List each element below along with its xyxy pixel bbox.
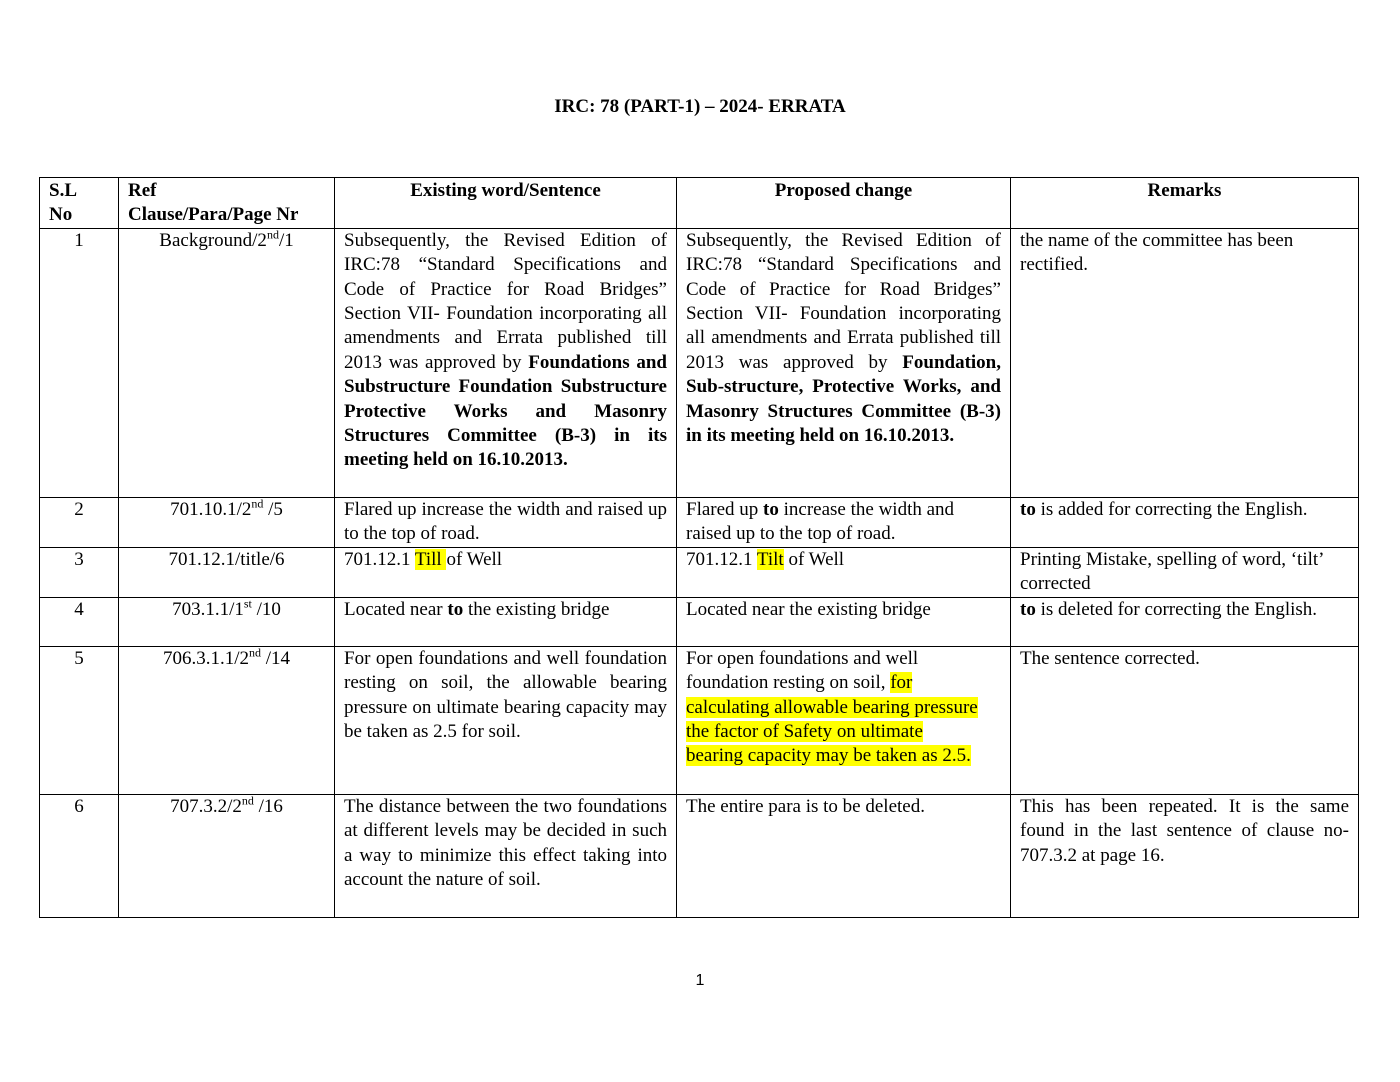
cell-sl-no: 5 bbox=[40, 646, 119, 794]
cell-proposed: For open foundations and well foundation resting on soil, for calculating allowable bearing pressure the factor of Safety on ultimate bearing capacity may be taken as 2.5. bbox=[677, 646, 1011, 794]
cell-sl-no: 2 bbox=[40, 497, 119, 547]
cell-proposed: Subsequently, the Revised Edition of IRC:78 “Standard Specifications and Code of Practice for Road Bridges” Section VII- Foundation incorporating all amendments and Errata published till 2013 was approved by Foundation, Sub-structure, Protective Works, and Masonry Structures Committee (B-3) in its meeting held on 16.10.2013. bbox=[677, 228, 1011, 497]
cell-remarks: This has been repeated. It is the same found in the last sentence of clause no-707.3.2 at page 16. bbox=[1011, 794, 1359, 917]
highlight: Till bbox=[414, 548, 447, 570]
cell-sl-no: 3 bbox=[40, 547, 119, 597]
cell-proposed: The entire para is to be deleted. bbox=[677, 794, 1011, 917]
page-number: 1 bbox=[695, 972, 705, 989]
table-header-row bbox=[40, 178, 1359, 229]
cell-ref: 706.3.1.1/2nd /14 bbox=[119, 646, 335, 794]
cell-ref: 703.1.1/1st /10 bbox=[119, 597, 335, 646]
header-ref: Ref Clause/Para/Page Nr bbox=[119, 178, 335, 229]
cell-existing: 701.12.1 Till of Well bbox=[335, 547, 677, 597]
header-remarks: Remarks bbox=[1011, 178, 1359, 229]
cell-remarks: Printing Mistake, spelling of word, ‘tilt’ corrected bbox=[1011, 547, 1359, 597]
table-row bbox=[40, 228, 1359, 497]
cell-existing: Located near to the existing bridge bbox=[335, 597, 677, 646]
errata-table bbox=[39, 177, 1359, 918]
table-row bbox=[40, 794, 1359, 917]
cell-proposed: 701.12.1 Tilt of Well bbox=[677, 547, 1011, 597]
cell-ref: 707.3.2/2nd /16 bbox=[119, 794, 335, 917]
cell-ref: 701.12.1/title/6 bbox=[119, 547, 335, 597]
cell-remarks: the name of the committee has been rectified. bbox=[1011, 228, 1359, 497]
table-row bbox=[40, 547, 1359, 597]
table-row bbox=[40, 646, 1359, 794]
table-row bbox=[40, 497, 1359, 547]
cell-proposed: Flared up to increase the width and raised up to the top of road. bbox=[677, 497, 1011, 547]
cell-sl-no: 1 bbox=[40, 228, 119, 497]
cell-sl-no: 6 bbox=[40, 794, 119, 917]
document-title: IRC: 78 (PART-1) – 2024- ERRATA bbox=[554, 96, 846, 117]
cell-remarks: The sentence corrected. bbox=[1011, 646, 1359, 794]
cell-proposed: Located near the existing bridge bbox=[677, 597, 1011, 646]
highlight: for calculating allowable bearing pressure the factor of Safety on ultimate bearing capacity may be taken as 2.5. bbox=[686, 672, 978, 767]
cell-existing: For open foundations and well foundation resting on soil, the allowable bearing pressure on ultimate bearing capacity may be taken as 2.5 for soil. bbox=[335, 646, 677, 794]
cell-sl-no: 4 bbox=[40, 597, 119, 646]
cell-existing: Flared up increase the width and raised up to the top of road. bbox=[335, 497, 677, 547]
header-proposed: Proposed change bbox=[677, 178, 1011, 229]
table-row bbox=[40, 597, 1359, 646]
cell-ref: Background/2nd/1 bbox=[119, 228, 335, 497]
cell-remarks: to is deleted for correcting the English. bbox=[1011, 597, 1359, 646]
cell-existing: Subsequently, the Revised Edition of IRC:78 “Standard Specifications and Code of Practice for Road Bridges” Section VII- Foundation incorporating all amendments and Errata published till 2013 was approved by Foundations and Substructure Foundation Substructure Protective Works and Masonry Structures Committee (B-3) in its meeting held on 16.10.2013. bbox=[335, 228, 677, 497]
highlight: Tilt bbox=[756, 548, 784, 570]
header-sl-no: S.L No bbox=[40, 178, 119, 229]
header-existing: Existing word/Sentence bbox=[335, 178, 677, 229]
cell-remarks: to is added for correcting the English. bbox=[1011, 497, 1359, 547]
cell-ref: 701.10.1/2nd /5 bbox=[119, 497, 335, 547]
cell-existing: The distance between the two foundations at different levels may be decided in such a way to minimize this effect taking into account the nature of soil. bbox=[335, 794, 677, 917]
